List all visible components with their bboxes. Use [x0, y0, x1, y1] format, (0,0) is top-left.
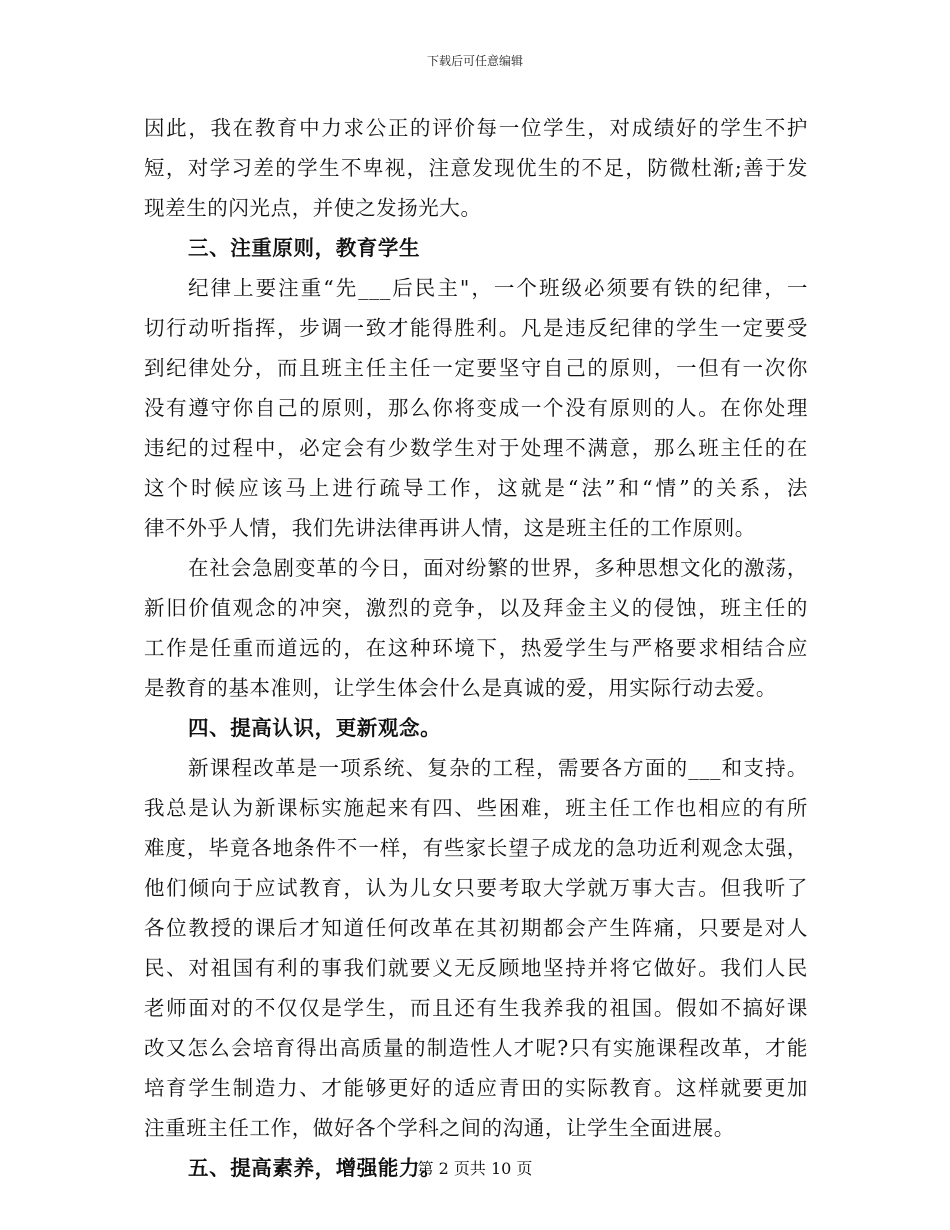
text-line: 我总是认为新课标实施起来有四、些困难，班主任工作也相应的有所: [144, 796, 808, 820]
page-header: 下载后可任意编辑: [426, 54, 523, 68]
text-line: 现差生的闪光点，并使之发扬光大。: [144, 196, 482, 220]
section-heading: 三、注重原则，教育学生: [188, 236, 421, 260]
text-line: 这个时候应该马上进行疏导工作，这就是“法”和“情”的关系，法: [144, 476, 808, 500]
text-line: 他们倾向于应试教育，认为儿女只要考取大学就万事大吉。但我听了: [144, 876, 808, 900]
text-line: 纪律上要注重“先___后民主"，一个班级必须要有铁的纪律，一: [188, 276, 808, 300]
page-footer: 第 2 页共 10 页: [417, 1159, 533, 1178]
text-line: 注重班主任工作，做好各个学科之间的沟通，让学生全面进展。: [144, 1116, 735, 1140]
section-heading: 四、提高认识，更新观念。: [188, 716, 442, 740]
text-line: 切行动听指挥，步调一致才能得胜利。凡是违反纪律的学生一定要受: [144, 316, 808, 340]
text-line: 因此，我在教育中力求公正的评价每一位学生，对成绩好的学生不护: [144, 116, 808, 140]
text-line: 新课程改革是一项系统、复杂的工程，需要各方面的___和支持。: [188, 756, 808, 780]
text-line: 在社会急剧变革的今日，面对纷繁的世界，多种思想文化的激荡，: [188, 556, 808, 580]
text-line: 没有遵守你自己的原则，那么你将变成一个没有原则的人。在你处理: [144, 396, 808, 420]
text-line: 难度，毕竟各地条件不一样，有些家长望子成龙的急功近利观念太强，: [144, 836, 808, 860]
section-heading: 五、提高素养，增强能力。: [188, 1156, 442, 1180]
text-line: 短，对学习差的学生不卑视，注意发现优生的不足，防微杜渐;善于发: [144, 156, 808, 180]
text-line: 律不外乎人情，我们先讲法律再讲人情，这是班主任的工作原则。: [144, 516, 756, 540]
text-line: 到纪律处分，而且班主任主任一定要坚守自己的原则，一但有一次你: [144, 356, 808, 380]
text-line: 新旧价值观念的冲突，激烈的竞争，以及拜金主义的侵蚀，班主任的: [144, 596, 808, 620]
text-line: 违纪的过程中，必定会有少数学生对于处理不满意，那么班主任的在: [144, 436, 808, 460]
text-line: 各位教授的课后才知道任何改革在其初期都会产生阵痛，只要是对人: [144, 916, 808, 940]
text-line: 改又怎么会培育得出高质量的制造性人才呢?只有实施课程改革，才能: [144, 1036, 808, 1060]
text-line: 民、对祖国有利的事我们就要义无反顾地坚持并将它做好。我们人民: [144, 956, 808, 980]
text-line: 是教育的基本准则，让学生体会什么是真诚的爱，用实际行动去爱。: [144, 676, 777, 700]
text-line: 工作是任重而道远的，在这种环境下，热爱学生与严格要求相结合应: [144, 636, 808, 660]
document-body: [144, 108, 808, 1188]
text-line: 培育学生制造力、才能够更好的适应青田的实际教育。这样就要更加: [144, 1076, 808, 1100]
text-line: 老师面对的不仅仅是学生，而且还有生我养我的祖国。假如不搞好课: [144, 996, 808, 1020]
